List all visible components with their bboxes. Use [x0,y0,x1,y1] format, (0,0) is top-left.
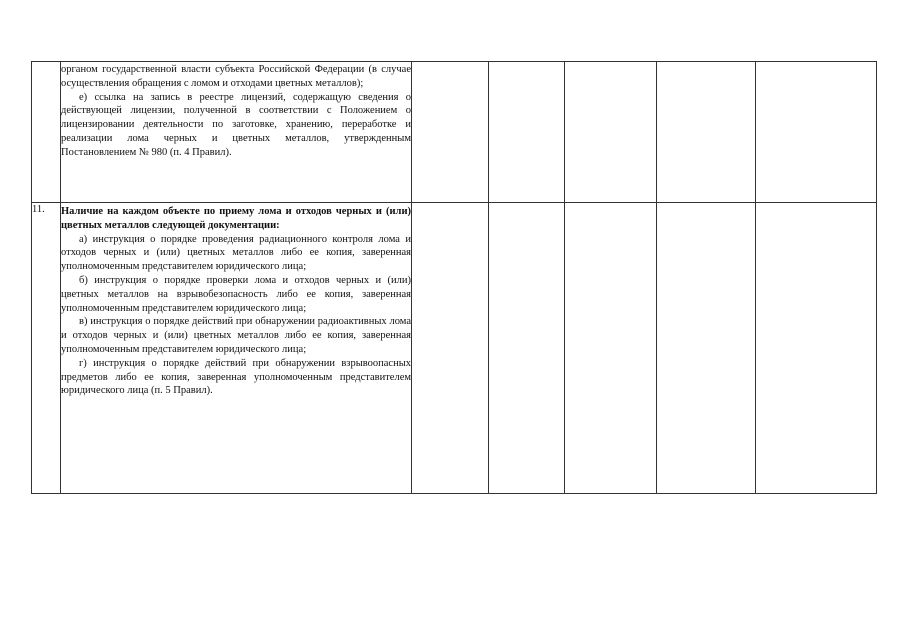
requirement-text: в) инструкция о порядке действий при обнаружении радиоактивных лома и отходов черных и (или) цветных металлов либо ее копия, заверенная уполномоченным представителем юридического лица; [61,316,411,355]
row-number-cell [32,62,61,203]
empty-cell [756,203,877,494]
empty-cell [489,62,565,203]
empty-cell [412,203,489,494]
empty-cell [657,62,756,203]
table-row [32,62,877,203]
requirement-cell [61,203,412,494]
requirement-text: е) ссылка на запись в реестре лицензий, содержащую сведения о действующей лицензии, полученной в соответствии с Положением о лицензировании деятельности по заготовке, хранению, переработке и реализации лома черных и цветных металлов, утвержденным Постановлением № 980 (п. 4 Правил). [61,91,411,158]
requirement-cell [61,62,412,203]
empty-cell [756,62,877,203]
row-number: 11. [32,204,45,215]
empty-cell [565,203,657,494]
requirement-text: органом государственной власти субъекта Российской Федерации (в случае осуществления обращения с ломом и отходами цветных металлов); [61,64,411,89]
checklist-table [31,61,877,494]
requirement-heading: Наличие на каждом объекте по приему лома и отходов черных и (или) цветных металлов следующей документации: [61,206,411,231]
requirement-text: б) инструкция о порядке проверки лома и отходов черных и (или) цветных металлов на взрывобезопасность либо ее копия, заверенная уполномоченным представителем юридического лица; [61,274,411,314]
empty-cell [657,203,756,494]
empty-cell [565,62,657,203]
row-number-cell [32,203,61,494]
empty-cell [412,62,489,203]
requirement-text: а) инструкция о порядке проведения радиационного контроля лома и отходов черных и (или) цветных металлов либо ее копия, заверенная уполномоченным представителем юридического лица; [61,233,411,273]
table-row [32,203,877,494]
requirement-text: г) инструкция о порядке действий при обнаружении взрывоопасных предметов либо ее копия, заверенная уполномоченным представителем юридического лица (п. 5 Правил). [61,357,411,397]
empty-cell [489,203,565,494]
